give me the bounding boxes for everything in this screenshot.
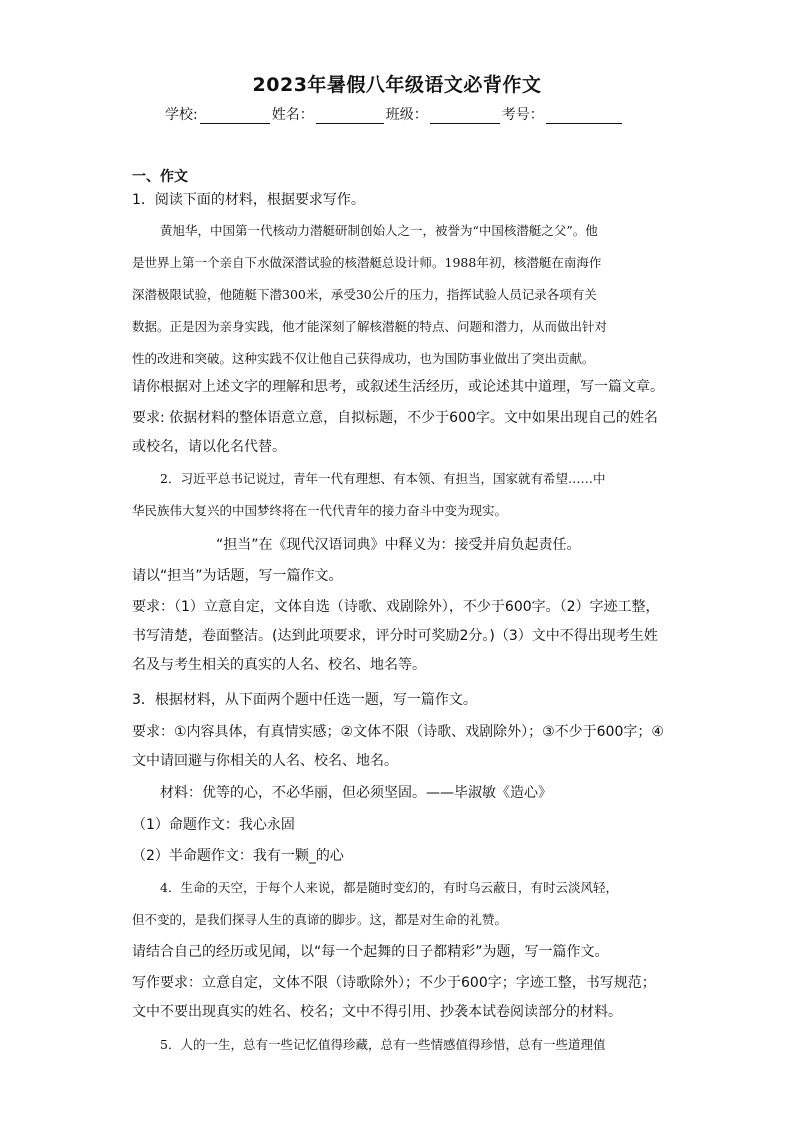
q2-material: 2．习近平总书记说过，青年一代有理想、有本领、有担当，国家就有希望……中 华民族伟大复兴的中国梦终将在一代代青年的接力奋斗中变为现实。 bbox=[132, 471, 606, 518]
name-label: 姓名： bbox=[271, 107, 314, 123]
exam-number-blank[interactable] bbox=[546, 108, 622, 124]
class-label: 班级： bbox=[385, 107, 428, 123]
exam-number-label: 考号： bbox=[501, 107, 544, 123]
school-label: 学校: bbox=[165, 107, 198, 123]
section-heading: 一、作文 bbox=[132, 169, 188, 185]
q2-quote: “担当”在《现代汉语词典》中释义为：接受并肩负起责任。 bbox=[216, 537, 581, 553]
class-blank[interactable] bbox=[430, 108, 500, 124]
q3-option-1: （1）命题作文：我心永固 bbox=[132, 817, 295, 833]
q2-task: 请以“担当”为话题，写一篇作文。 bbox=[132, 568, 343, 584]
name-blank[interactable] bbox=[316, 108, 384, 124]
q1-requirements: 要求: 依据材料的整体语意立意，自拟标题，不少于600字。文中如果出现自己的姓名 或校名，请以化名代替。 bbox=[132, 410, 658, 455]
q3-option-2: （2）半命题作文：我有一颗_的心 bbox=[132, 848, 344, 864]
q4-task: 请结合自己的经历或见闻，以“每一个起舞的日子都精彩”为题，写一篇作文。 bbox=[132, 944, 609, 960]
q3-requirements: 要求：①内容具体，有真情实感；②文体不限（诗歌、戏剧除外）；③不少于600字；④ 文中请回避与你相关的人名、校名、地名。 bbox=[132, 724, 664, 769]
q2-requirements: 要求：（1）立意自定，文体自选（诗歌、戏剧除外），不少于600字。（2）字迹工整， 书写清楚，卷面整洁。(达到此项要求，评分时可奖励2分。)（3）文中不得出现考生姓 名及与考生相关的真实的人名、校名、地名等。 bbox=[132, 599, 660, 673]
q1-task: 请你根据对上述文字的理解和思考，或叙述生活经历，或论述其中道理，写一篇文章。 bbox=[132, 379, 664, 395]
q1-prompt: 1．阅读下面的材料，根据要求写作。 bbox=[132, 192, 365, 208]
q3-prompt: 3．根据材料，从下面两个题中任选一题，写一篇作文。 bbox=[132, 692, 477, 708]
school-blank[interactable] bbox=[200, 108, 270, 124]
q3-material: 材料：优等的心，不必华丽，但必须坚固。——毕淑敏《造心》 bbox=[160, 785, 552, 801]
student-info-row bbox=[165, 104, 624, 124]
page-title: 2023年暑假八年级语文必背作文 bbox=[252, 74, 542, 96]
q4-requirements: 写作要求：立意自定，文体不限（诗歌除外）；不少于600字；字迹工整，书写规范； 文中不要出现真实的姓名、校名；文中不得引用、抄袭本试卷阅读部分的材料。 bbox=[132, 975, 656, 1020]
q4-material: 4．生命的天空，于每个人来说，都是随时变幻的，有时乌云蔽日，有时云淡风轻， 但不变的，是我们探寻人生的真谛的脚步。这，都是对生命的礼赞。 bbox=[132, 880, 618, 927]
q1-material: 黄旭华，中国第一代核动力潜艇研制创始人之一，被誉为“中国核潜艇之父”。他 是世界上第一个亲自下水做深潜试验的核潜艇总设计师。1988年初，核潜艇在南海作 深潜极限试验，他随艇下潜300米，承受30公斤的压力，指挥试验人员记录各项有关 数据。正是因为亲身实践，他才能深刻了解核潜艇的特点、问题和潜力，从而做出针对 性的改进和突破。这种实践不仅让他自己获得成功，也为国防事业做出了突出贡献。 bbox=[132, 223, 608, 366]
q5-material: 5．人的一生，总有一些记忆值得珍藏，总有一些情感值得珍惜，总有一些道理值 bbox=[160, 1037, 606, 1052]
